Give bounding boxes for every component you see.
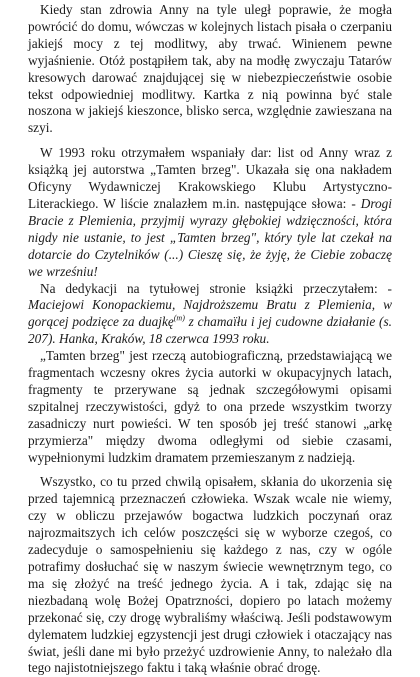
letter-quote: Drogi Bracie z Plemienia, przyjmij wyrazy głębokiej wdzięczności, która nigdy nie ustanie, to jest „Tamten brzeg", który tyle lat czekał na dotarcie do Czytelników (...) Cieszę się, że żyję, że Ciebie zobaczę we wrześniu! bbox=[28, 195, 392, 279]
section-gap bbox=[28, 466, 392, 474]
paragraph-book-description: „Tamten brzeg" jest rzeczą autobiograficzną, przedstawiającą we fragmentach wczesny okres życia autorki w okupacyjnych latach, fragmenty te przerywane są jednak szczegółowymi opisami szpitalnej rzeczywistości, gdyż to ona przede wszystkim tworzy zasadniczy nurt powieści. W ten sposób jej treść stanowi „arkę przymierza" między dwoma odległymi od siebie czasami, wypełnionymi ludzkim dramatem przemieszanym z nadzieją. bbox=[28, 348, 392, 465]
dedication-intro-text: Na dedykacji na tytułowej stronie książki przeczytałem: - bbox=[40, 280, 392, 296]
section-gap bbox=[28, 137, 392, 145]
paragraph-dedication bbox=[28, 281, 392, 349]
dedication-quote-a: Maciejowi Konopackiemu, Najdroższemu Bratu z Plemienia, w gorącej podzięce za duajkę bbox=[28, 297, 392, 330]
paragraph-gift bbox=[28, 145, 392, 280]
paragraph-reflection: Wszystko, co tu przed chwilą opisałem, skłania do ukorzenia się przed tajemnicą przeznaczeń człowieka. Wszak wcale nie wiemy, czy w obliczu przejawów bogactwa ludzkich poczynań oraz najrozmaitszych ich celów poszczęści się w wyborze czegoś, co zadecyduje o samospełnieniu się każdego z nas, czy w ogóle potrafimy dosłuchać się w naszym świecie wewnętrznym tego, co ma się złożyć na treść jednego życia. A i tak, zdając się na niezbadaną wolę Bożej Opatrzności, dopiero po latach możemy przekonać się, czy drogę wybraliśmy właściwą. Jeśli podstawowym dylematem ludzkiej egzystencji jest drugi człowiek i otaczający nas świat, jeśli dane mi było przeżyć uzdrowienie Anny, to należało dla tego najistotniejszego faktu i taką właśnie obrać drogę. bbox=[28, 474, 392, 676]
dedication-quote-b: z chamaïłu i jej cudowne działanie (s. 207). Hanka, Kraków, 18 czerwca 1993 roku. bbox=[28, 314, 392, 347]
paragraph-recovery: Kiedy stan zdrowia Anny na tyle uległ poprawie, że mogła powrócić do domu, wówczas w kolejnych listach pisała o czerpaniu jakiejś mocy z tej modlitwy, aby trwać. Winienem pewne wyjaśnienie. Otóż postąpiłem tak, aby na modłę zwyczaju Tatarów kresowych darować znajdującej się w niebezpieczeństwie osobie tekst odpowiedniej modlitwy. Kartka z nią powinna być stale noszona w jakiejś kieszonce, blisko serca, względnie zawieszana na szyi. bbox=[28, 2, 392, 136]
footnote-marker: (m) bbox=[173, 313, 185, 323]
gift-intro-text: W 1993 roku otrzymałem wspaniały dar: list od Anny wraz z książką jej autorstwa „Tamten brzeg". Ukazała się ona nakładem Oficyny Wydawniczej Krakowskiego Klubu Artystyczno-Literackiego. W liście znalazłem m.in. następujące słowa: - bbox=[28, 145, 392, 211]
